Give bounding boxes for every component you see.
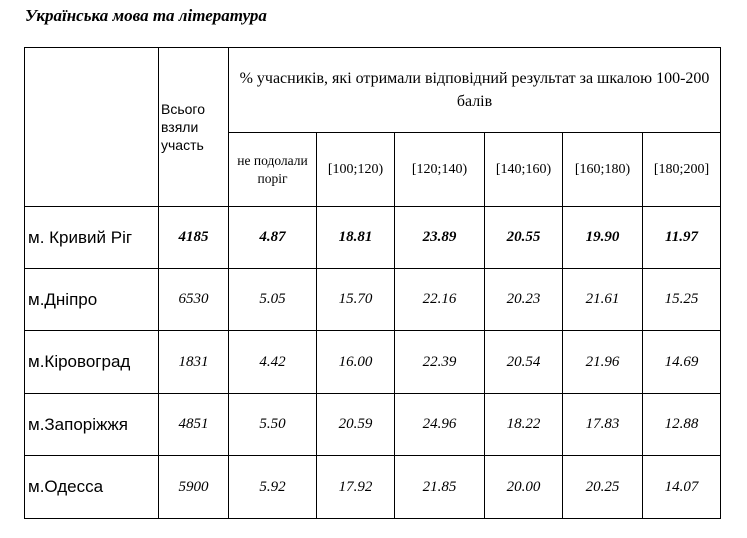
table-row xyxy=(25,394,721,456)
value-160-180: 17.83 xyxy=(563,394,643,456)
value-160-180: 21.61 xyxy=(563,269,643,331)
value-fail: 5.92 xyxy=(229,456,317,519)
value-180-200: 12.88 xyxy=(643,394,721,456)
value-100-120: 15.70 xyxy=(317,269,395,331)
results-table xyxy=(24,47,721,519)
total-participants: 5900 xyxy=(159,456,229,519)
table-row xyxy=(25,456,721,519)
header-empty-cell xyxy=(25,48,159,207)
value-fail: 5.05 xyxy=(229,269,317,331)
header-col-180-200: [180;200] xyxy=(643,133,721,207)
city-name: м.Кіровоград xyxy=(25,331,159,394)
value-fail: 4.42 xyxy=(229,331,317,394)
header-percent-group: % учасників, які отримали відповідний результат за шкалою 100-200 балів xyxy=(229,48,721,133)
city-name: м.Дніпро xyxy=(25,269,159,331)
value-140-160: 20.23 xyxy=(485,269,563,331)
value-160-180: 19.90 xyxy=(563,207,643,269)
value-160-180: 20.25 xyxy=(563,456,643,519)
value-180-200: 15.25 xyxy=(643,269,721,331)
total-participants: 6530 xyxy=(159,269,229,331)
value-140-160: 20.54 xyxy=(485,331,563,394)
header-total-participants: Всього взяли участь xyxy=(159,48,229,207)
city-name: м. Кривий Ріг xyxy=(25,207,159,269)
value-100-120: 20.59 xyxy=(317,394,395,456)
table-row xyxy=(25,331,721,394)
value-180-200: 14.69 xyxy=(643,331,721,394)
value-120-140: 21.85 xyxy=(395,456,485,519)
value-180-200: 11.97 xyxy=(643,207,721,269)
value-140-160: 20.55 xyxy=(485,207,563,269)
page-title: Українська мова та література xyxy=(25,6,267,25)
header-col-120-140: [120;140) xyxy=(395,133,485,207)
city-name: м.Запоріжжя xyxy=(25,394,159,456)
value-120-140: 22.16 xyxy=(395,269,485,331)
value-100-120: 18.81 xyxy=(317,207,395,269)
header-row-top xyxy=(25,48,721,133)
table-row xyxy=(25,269,721,331)
table-row xyxy=(25,207,721,269)
value-120-140: 24.96 xyxy=(395,394,485,456)
header-col-140-160: [140;160) xyxy=(485,133,563,207)
value-100-120: 16.00 xyxy=(317,331,395,394)
total-participants: 4185 xyxy=(159,207,229,269)
value-100-120: 17.92 xyxy=(317,456,395,519)
value-120-140: 23.89 xyxy=(395,207,485,269)
value-fail: 5.50 xyxy=(229,394,317,456)
value-140-160: 18.22 xyxy=(485,394,563,456)
header-col-fail: не подолали поріг xyxy=(229,133,317,207)
value-180-200: 14.07 xyxy=(643,456,721,519)
header-col-160-180: [160;180) xyxy=(563,133,643,207)
value-160-180: 21.96 xyxy=(563,331,643,394)
header-col-100-120: [100;120) xyxy=(317,133,395,207)
total-participants: 1831 xyxy=(159,331,229,394)
value-fail: 4.87 xyxy=(229,207,317,269)
total-participants: 4851 xyxy=(159,394,229,456)
value-120-140: 22.39 xyxy=(395,331,485,394)
value-140-160: 20.00 xyxy=(485,456,563,519)
city-name: м.Одесса xyxy=(25,456,159,519)
